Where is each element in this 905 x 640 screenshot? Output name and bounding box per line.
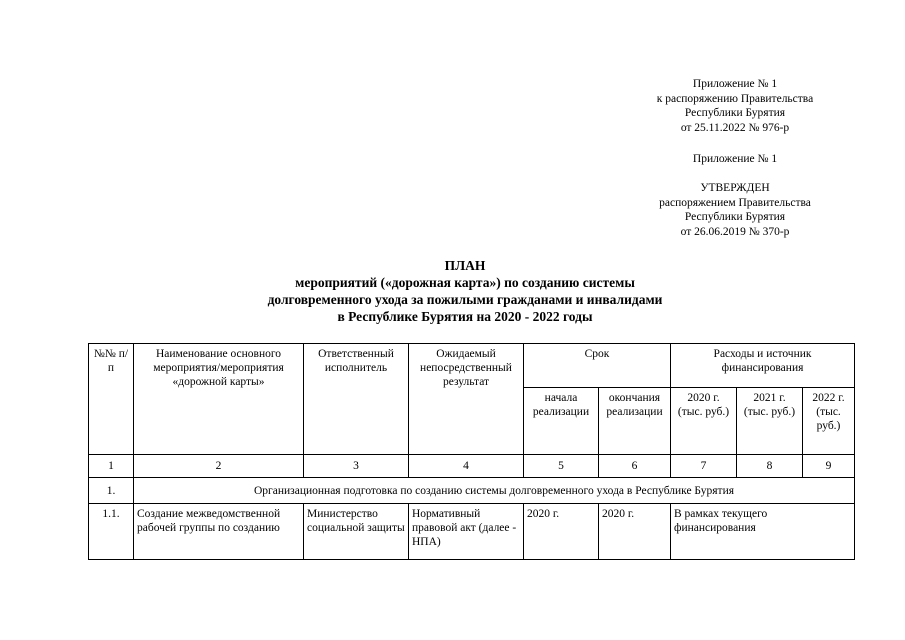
section-row: [89, 478, 855, 504]
column-number: 5: [524, 455, 599, 478]
appendix-block: [600, 77, 870, 135]
header-result: Ожидаемый непосредственный результат: [409, 344, 524, 455]
header-term: Срок: [524, 344, 671, 388]
approval-date: от 26.06.2019 № 370-р: [680, 225, 790, 238]
column-number-row: [89, 455, 855, 478]
column-number: 8: [737, 455, 803, 478]
column-number: 1: [89, 455, 134, 478]
column-number: 4: [409, 455, 524, 478]
row-name: Создание межведомственной рабочей группы по созданию: [134, 504, 304, 560]
column-number: 9: [803, 455, 855, 478]
header-start: начала реализации: [524, 388, 599, 455]
plan-heading: ПЛАН: [444, 258, 486, 273]
approval-text: Республики Бурятия: [684, 211, 786, 223]
row-executor: Министерство социальной защиты: [304, 504, 409, 560]
section-number: 1.: [89, 478, 134, 504]
header-2021: 2021 г. (тыс. руб.): [737, 388, 803, 455]
table-header-row: [89, 344, 855, 388]
approval-text: распоряжением Правительства: [659, 196, 811, 209]
column-number: 2: [134, 455, 304, 478]
row-end: 2020 г.: [599, 504, 671, 560]
plan-table: [88, 343, 855, 560]
appendix-title: Приложение № 1: [692, 153, 778, 165]
table-row: [89, 504, 855, 560]
row-number: 1.1.: [89, 504, 134, 560]
appendix-text: к распоряжению Правительства: [656, 92, 814, 105]
row-result: Нормативный правовой акт (далее - НПА): [409, 504, 524, 560]
column-number: 7: [671, 455, 737, 478]
plan-subtitle: мероприятий («дорожная карта») по созданию системы: [295, 275, 635, 290]
approval-title: УТВЕРЖДЕН: [700, 182, 770, 194]
column-number: 3: [304, 455, 409, 478]
header-executor: Ответственный исполнитель: [304, 344, 409, 455]
approval-block: [600, 181, 870, 239]
section-title: Организационная подготовка по созданию системы долговременного ухода в Республике Бурятия: [134, 478, 855, 504]
appendix-block-2: [600, 152, 870, 167]
header-2020: 2020 г. (тыс. руб.): [671, 388, 737, 455]
appendix-title: Приложение № 1: [692, 78, 778, 90]
row-start: 2020 г.: [524, 504, 599, 560]
plan-title: [150, 257, 780, 325]
appendix-text: Республики Бурятия: [684, 107, 786, 119]
plan-subtitle: в Республике Бурятия на 2020 - 2022 годы: [337, 309, 593, 324]
appendix-date: от 25.11.2022 № 976-р: [680, 121, 790, 134]
header-2022: 2022 г. (тыс. руб.): [803, 388, 855, 455]
header-name: Наименование основного мероприятия/мероприятия «дорожной карты»: [134, 344, 304, 455]
row-funding: В рамках текущего финансирования: [671, 504, 855, 560]
column-number: 6: [599, 455, 671, 478]
header-num: №№ п/п: [89, 344, 134, 455]
header-expenses: Расходы и источник финансирования: [671, 344, 855, 388]
header-end: окончания реализации: [599, 388, 671, 455]
plan-subtitle: долговременного ухода за пожилыми гражданами и инвалидами: [267, 292, 663, 307]
